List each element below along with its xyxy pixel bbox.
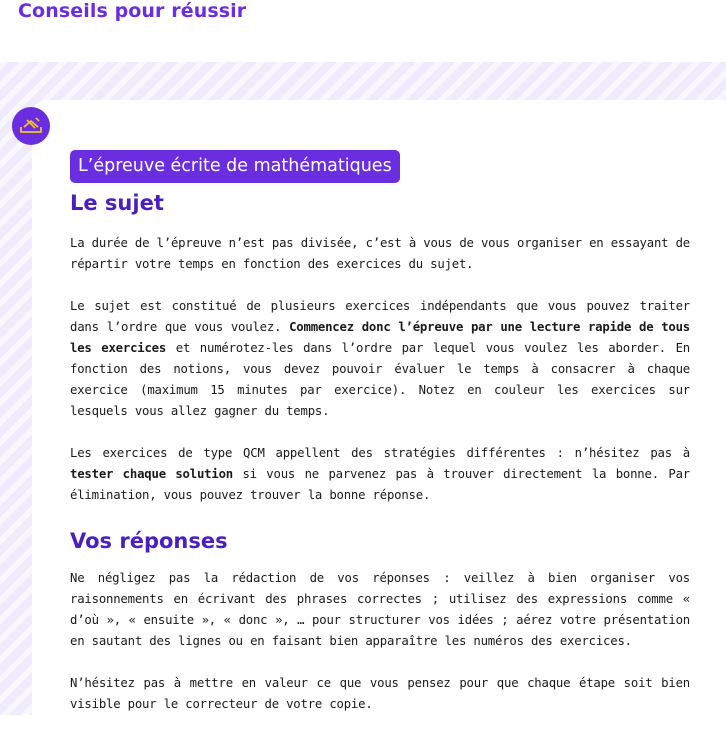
page-title: Conseils pour réussir [18, 0, 247, 22]
text-span: et numérotez-les dans l’ordre par lequel vous voulez les aborder. En fonction des notions, vous devez pouvoir évaluer le temps à consacrer à chaque exercice (maximum 15 minutes par exercice). Notez en couleur les exercices sur lesquels vous allez gagner du temps. [70, 341, 690, 418]
graduation-cap-icon [12, 107, 50, 145]
graduation-cap-glyph [18, 115, 44, 137]
paragraph-redaction: Ne négligez pas la rédaction de vos réponses : veillez à bien organiser vos raisonnements en écrivant des phrases correctes ; utilisez des expressions comme « d’où », « ensuite », « donc », … pour structurer vos idées ; aérez votre présentation en sautant des lignes ou en faisant bien apparaître les numéros des exercices. [70, 571, 690, 648]
section-tag: L’épreuve écrite de mathématiques [70, 150, 400, 183]
bold-advice-tester: tester chaque solution [70, 467, 233, 481]
page-header [0, 0, 726, 62]
heading-le-sujet: Le sujet [70, 191, 164, 215]
article-content [70, 150, 690, 736]
paragraph-exercices [70, 296, 690, 422]
paragraph-duree: La durée de l’épreuve n’est pas divisée, c’est à vous de vous organiser en essayant de répartir votre temps en fonction des exercices du sujet. [70, 236, 690, 271]
text-span: si vous ne parvenez pas à trouver directement la bonne. Par élimination, vous pouvez trouver la bonne réponse. [70, 467, 690, 502]
text-span: Les exercices de type QCM appellent des stratégies différentes : n’hésitez pas à [70, 446, 690, 460]
paragraph-qcm [70, 443, 690, 506]
paragraph-mise-en-valeur: N’hésitez pas à mettre en valeur ce que vous pensez pour que chaque étape soit bien visible pour le correcteur de votre copie. [70, 676, 690, 711]
text-span: Le sujet est constitué de plusieurs exercices indépendants que vous pouvez traiter dans l’ordre que vous voulez. [70, 299, 690, 334]
bold-advice-lecture: Commencez donc l’épreuve par une lecture rapide de tous les exercices [70, 320, 691, 355]
heading-vos-reponses: Vos réponses [70, 529, 228, 553]
